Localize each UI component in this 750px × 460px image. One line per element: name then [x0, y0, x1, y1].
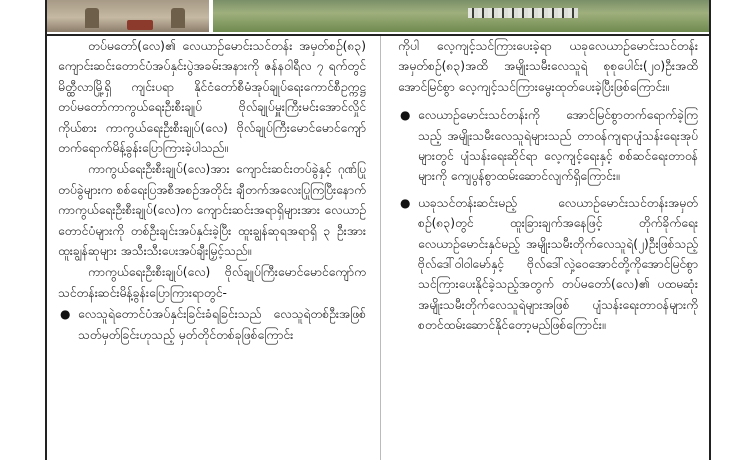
photo-strip	[47, 0, 709, 36]
bullet-text: လေယာဉ်မောင်းသင်တန်းကို အောင်မြင်စွာတက်ရောက်ခဲ့ကြသည့် အမျိုးသမီးလေသူရဲများသည် တာဝန်ကျရာပျံသန်းရေးအုပ်များတွင် ပျံသန်းရေးဆိုင်ရာ လေ့ကျင့်ရေးနှင့် စစ်ဆင်ရေးတာဝန်များကို ကျေပွန်စွာထမ်းဆောင်လျက်ရှိကြောင်း။	[418, 108, 698, 184]
column-divider	[380, 36, 381, 460]
bullet-item	[398, 193, 698, 336]
bullet-text: ယခုသင်တန်းဆင်းမည့် လေယာဉ်မောင်းသင်တန်းအမှတ်စဉ်(၈၃)တွင် ထူးခြားချက်အနေဖြင့် တိုက်ခိုက်ရေးလေယာဉ်မောင်းနှင်မည့် အမျိုးသမီးတိုက်လေသူရဲ(၂)ဦးဖြစ်သည့် ဗိုလ်ဒေါ်ဝါဝါမော်နှင့် ဗိုလ်ဒေါ်လှဲ့ဝေအောင်တို့ကိုအောင်မြင်စွာ သင်ကြားပေးနိုင်ခဲ့သည့်အတွက် တပ်မတော်(လေ)၏ ပထမဆုံး အမျိုးသမီးတိုက်လေသူရဲများအဖြစ် ပျံသန်းရေးတာဝန်များကို စတင်ထမ်းဆောင်နိုင်တော့မည်ဖြစ်ကြောင်း။	[418, 195, 698, 333]
bullet-icon: ●	[60, 307, 71, 322]
bullet-item	[398, 105, 698, 187]
article-paragraph: ကိုပါ လေ့ကျင့်သင်ကြားပေးခဲ့ရာ ယခုလေယာဉ်မောင်းသင်တန်း အမှတ်စဉ်(၈၃)အထိ အမျိုးသမီးလေသူရဲ စုစုပေါင်း(၂၀)ဦးအထိ အောင်မြင်စွာ လေ့ကျင့်သင်ကြားမွေးထုတ်ပေးခဲ့ပြီးဖြစ်ကြောင်း။	[398, 39, 698, 94]
bullet-icon: ●	[400, 108, 411, 123]
bullet-text: လေသူရဲတောင်ပံအပ်နှင်းခြင်းခံရခြင်းသည် လေသူရဲတစ်ဦးအဖြစ် သတ်မှတ်ခြင်းဟုသည့် မှတ်တိုင်တစ်ခုဖြစ်ကြောင်း	[78, 307, 366, 342]
article-paragraph: ကာကွယ်ရေးဦးစီးချုပ်(လေ)အား ကျောင်းဆင်းတပ်ခွဲနှင့် ဂုဏ်ပြုတပ်ခွဲများက စစ်ရေးပြအစီအစဉ်အတိုင်း ချီတက်အလေးပြုကြပြီးနောက် ကာကွယ်ရေးဦးစီးချုပ်(လေ)က ကျောင်းဆင်းအရာရှိများအား လေယာဉ်တောင်ပံများကို တစ်ဦးချင်းအပ်နှင်းခဲ့ပြီး ထူးချွန်ဆုရအရာရှိ ၃ ဦးအား ထူးချွန်ဆုများ အသီးသီးပေးအပ်ချီးမြှင့်သည်။	[58, 162, 366, 259]
right-column	[398, 36, 698, 342]
parade-ground-photo	[213, 0, 709, 32]
left-column	[58, 36, 366, 351]
bullet-icon: ●	[400, 195, 411, 210]
article-paragraph: ကာကွယ်ရေးဦးစီးချုပ်(လေ) ဗိုလ်ချုပ်ကြီးမောင်မောင်ကျော်က သင်တန်းဆင်းမိန့်ခွန်းပြောကြားရာတွင်-	[58, 265, 366, 300]
decorative-drum	[127, 20, 153, 30]
article-paragraph: တပ်မတော်(လေ)၏ လေယာဉ်မောင်းသင်တန်း အမှတ်စဉ်(၈၃) ကျောင်းဆင်းတောင်ပံအပ်နှင်းပွဲအခမ်းအနားကို ဇန်နဝါရီလ ၇ ရက်တွင် မိတ္ထီလာမြို့ရှိ ကျင်းပရာ နိုင်ငံတော်စီမံအုပ်ချုပ်ရေးကောင်စီဥက္ကဋ္ဌ တပ်မတော်ကာကွယ်ရေးဦးစီးချုပ် ဗိုလ်ချုပ်မှူးကြီးမင်းအောင်လှိုင်ကိုယ်စား ကာကွယ်ရေးဦးစီးချုပ်(လေ) ဗိုလ်ချုပ်ကြီးမောင်မောင်ကျော် တက်ရောက်မိန့်ခွန်းပြောကြားခဲ့ပါသည်။	[58, 39, 366, 156]
parade-formation	[468, 8, 578, 18]
decorative-pillar	[85, 8, 99, 28]
ceremony-photo-left	[47, 0, 213, 32]
decorative-pillar	[171, 8, 185, 28]
bullet-item	[58, 304, 366, 345]
